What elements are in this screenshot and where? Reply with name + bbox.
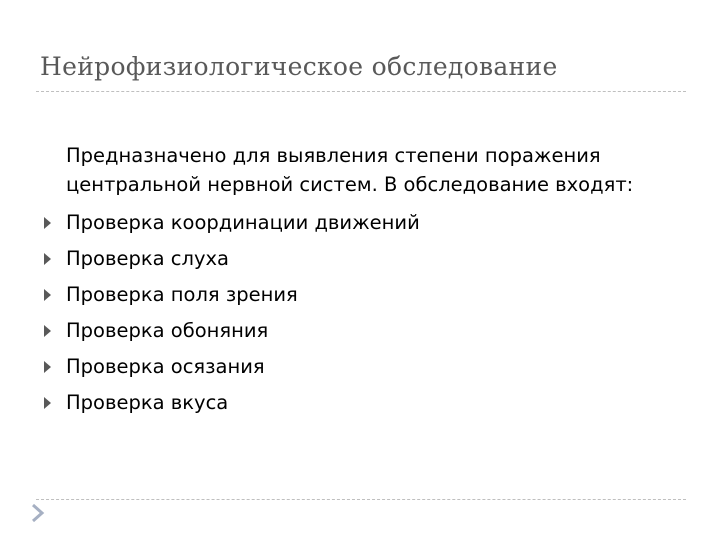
triangle-right-icon — [44, 253, 51, 265]
list-item-label: Проверка поля зрения — [66, 283, 298, 306]
list-item-label: Проверка вкуса — [66, 391, 229, 414]
list-item — [0, 244, 720, 280]
list-item-label: Проверка слуха — [66, 247, 229, 270]
chevron-right-icon-graphic — [31, 503, 45, 523]
bullet-list — [0, 208, 720, 424]
intro-line-1: Предназначено для выявления степени поражения — [66, 144, 601, 167]
list-item — [0, 388, 720, 424]
title-divider — [36, 91, 686, 92]
list-item-label: Проверка осязания — [66, 355, 265, 378]
footer-divider — [36, 499, 686, 500]
list-item-label: Проверка координации движений — [66, 211, 420, 234]
list-item — [0, 208, 720, 244]
intro-paragraph — [66, 141, 696, 199]
slide-title: Нейрофизиологическое обследование — [40, 52, 558, 81]
intro-line-2: центральной нервной систем. В обследование входят: — [66, 173, 634, 196]
triangle-right-icon — [44, 289, 51, 301]
list-item — [0, 280, 720, 316]
triangle-right-icon — [44, 361, 51, 373]
triangle-right-icon — [44, 217, 51, 229]
triangle-right-icon — [44, 325, 51, 337]
triangle-right-icon — [44, 397, 51, 409]
list-item — [0, 352, 720, 388]
chevron-right-icon[interactable] — [31, 503, 45, 528]
list-item-label: Проверка обоняния — [66, 319, 269, 342]
list-item — [0, 316, 720, 352]
